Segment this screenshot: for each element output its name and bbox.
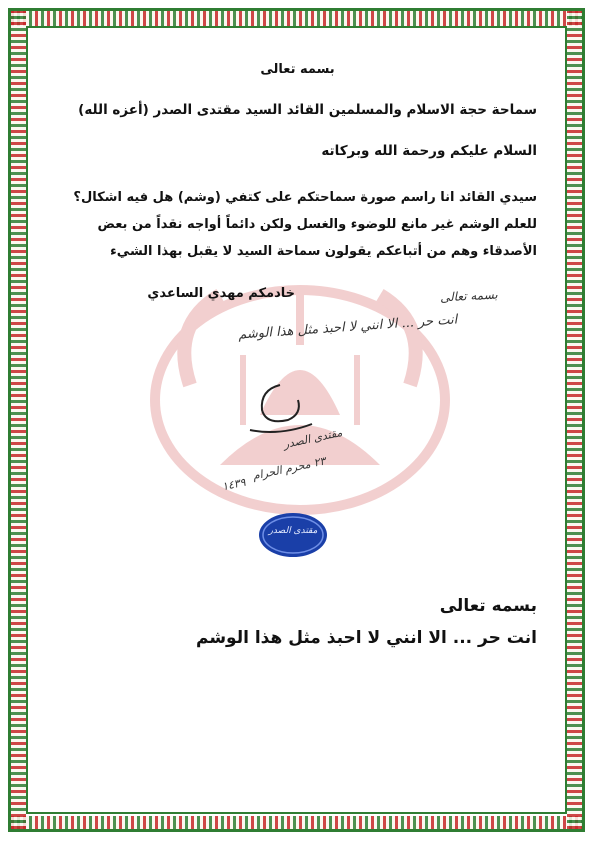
letter-body: سيدي القائد انا راسم صورة سماحتكم على كتفي (وشم) هل فيه اشكال؟ للعلم الوشم غير مانع للوضوء والغسل ولكن دائماً أواجه نقداً من بعض الأصدقاء وهم من أتباعكم يقولون سماحة السيد لا يقبل بهذا الشيء: [73, 190, 537, 259]
seal-text: مقتدى الصدر: [268, 526, 318, 536]
handwritten-name: مقتدى الصدر: [282, 425, 344, 452]
transcription-text: انت حر ... الا انني لا احبذ مثل هذا الوشم: [196, 628, 537, 648]
handwritten-reply: انت حر ... الا انني لا احبذ مثل هذا الوشم: [237, 312, 458, 343]
letter-basmala: بسمه تعالى: [260, 62, 335, 77]
handwritten-basmala: بسمه تعالى: [439, 287, 499, 305]
letter-sender: خادمكم مهدي الساعدي: [147, 286, 295, 301]
handwritten-date: ٢٣ محرم الحرام: [251, 454, 327, 483]
handwritten-year: ١٤٣٩: [220, 475, 247, 494]
letter-greeting: السلام عليكم ورحمة الله وبركاته: [321, 143, 537, 159]
transcription-basmala: بسمه تعالى: [439, 596, 537, 616]
letter-addressee: سماحة حجة الاسلام والمسلمين القائد السيد مقتدى الصدر (أعزه الله): [78, 102, 537, 118]
